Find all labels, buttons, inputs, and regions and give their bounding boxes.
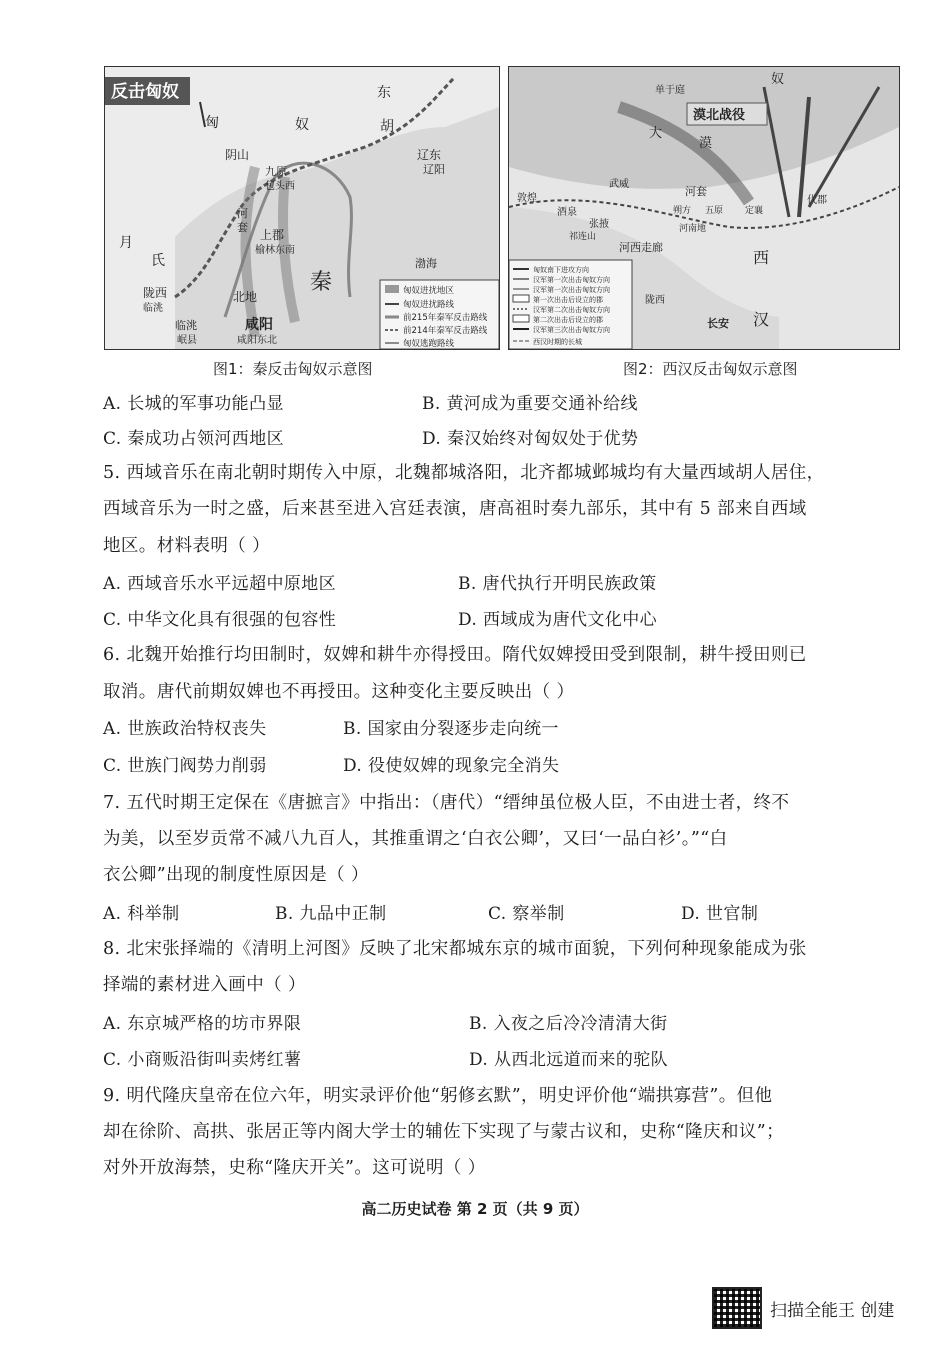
q9-line-2: 却在徐阶、高拱、张居正等内阁大学士的辅佐下实现了与蒙古议和，史称“隆庆和议”； bbox=[103, 1122, 784, 1142]
map2-label-hexi: 河西走廊 bbox=[619, 241, 663, 254]
scanner-watermark bbox=[712, 1287, 894, 1329]
q8-line-1: 8. 北宋张择端的《清明上河图》反映了北宋都城东京的城市面貌，下列何种现象能成为张 bbox=[103, 939, 807, 959]
map1-label-beidi: 北地 bbox=[233, 290, 258, 304]
map1-label-jiuyuan: 九原 bbox=[265, 165, 287, 178]
q4-option-c: C. 秦成功占领河西地区 bbox=[103, 429, 285, 449]
map1-label-yinshan: 阴山 bbox=[225, 148, 250, 162]
q6-line-1: 6. 北魏开始推行均田制时，奴婢和耕牛亦得授田。隋代奴婢授田受到限制，耕牛授田则已 bbox=[103, 645, 807, 665]
map2-label-han: 汉 bbox=[753, 310, 770, 329]
map2-label-wuyuan: 五原 bbox=[705, 206, 724, 216]
q5-option-a: A. 西域音乐水平远超中原地区 bbox=[103, 574, 337, 594]
q5-option-b: B. 唐代执行开明民族政策 bbox=[458, 574, 657, 594]
map2-legend-7: 汉军第三次出击匈奴方向 bbox=[533, 326, 610, 334]
scanner-text: 扫描全能王 创建 bbox=[770, 1300, 895, 1321]
map1-label-liaoyang: 辽阳 bbox=[423, 163, 445, 176]
map2-label-shuofang: 朔方 bbox=[673, 206, 692, 216]
map1-legend-5: 匈奴逃跑路线 bbox=[403, 339, 455, 349]
q7-line-2: 为美，以至岁贡常不减八九百人，其推重谓之‘白衣公卿’，又曰‘一品白衫’。”“白 bbox=[103, 829, 728, 849]
q6-option-d: D. 役使奴婢的现象完全消失 bbox=[343, 756, 560, 776]
q4-option-a: A. 长城的军事功能凸显 bbox=[103, 394, 284, 414]
map-han-vs-xiongnu bbox=[508, 66, 900, 350]
map1-label-xianyang: 咸阳 bbox=[245, 317, 273, 333]
map2-label-da: 大 bbox=[649, 126, 663, 141]
map1-label-baotou: 包头西 bbox=[265, 181, 295, 192]
map-qin-vs-xiongnu bbox=[104, 66, 500, 350]
q8-option-d: D. 从西北远道而来的驼队 bbox=[469, 1050, 669, 1070]
q8-line-2: 择端的素材进入画中（ ） bbox=[103, 975, 306, 995]
map2-legend-6: 第二次出击后设立的郡 bbox=[533, 316, 603, 324]
q6-line-2: 取消。唐代前期奴婢也不再授田。这种变化主要反映出（ ） bbox=[103, 682, 575, 702]
map2-legend-4: 第一次出击后设立的郡 bbox=[533, 296, 603, 304]
map1-legend-3: 前215年秦军反击路线 bbox=[403, 313, 488, 323]
map1-label-hu: 胡 bbox=[380, 119, 394, 135]
map2-legend-2: 汉军第一次出击匈奴方向 bbox=[533, 276, 610, 284]
map1-label-bohai: 渤海 bbox=[415, 257, 437, 270]
map2-label-shanyuting: 单于庭 bbox=[655, 85, 685, 96]
map1-label-he: 河 bbox=[237, 207, 248, 220]
map1-title: 反击匈奴 bbox=[111, 82, 179, 102]
q5-line-1: 5. 西域音乐在南北朝时期传入中原，北魏都城洛阳，北齐都城邺城均有大量西域胡人居住， bbox=[103, 463, 825, 483]
page-footer: 高二历史试卷 第 2 页（共 9 页） bbox=[361, 1200, 589, 1218]
map1-svg bbox=[105, 67, 499, 349]
map1-label-shangjun: 上郡 bbox=[260, 228, 285, 242]
map1-label-lintao: 临洮 bbox=[143, 303, 163, 314]
map2-legend-8: 西汉时期的长城 bbox=[533, 338, 582, 346]
map1-label-xianyang2: 咸阳东北 bbox=[237, 335, 277, 346]
map1-label-qin: 秦 bbox=[310, 270, 333, 295]
map2-legend-5: 汉军第二次出击匈奴方向 bbox=[533, 306, 610, 314]
map2-label-changan: 长安 bbox=[707, 317, 729, 330]
q5-line-3: 地区。材料表明（ ） bbox=[103, 536, 271, 556]
q7-option-b: B. 九品中正制 bbox=[275, 904, 387, 924]
qr-code-icon bbox=[712, 1287, 762, 1329]
map1-label-shi: 氏 bbox=[151, 253, 165, 269]
figure1-caption: 图1：秦反击匈奴示意图 bbox=[213, 360, 373, 378]
figure2-caption: 图2：西汉反击匈奴示意图 bbox=[623, 360, 798, 378]
q5-line-2: 西域音乐为一时之盛，后来甚至进入宫廷表演，唐高祖时奏九部乐，其中有 5 部来自西域 bbox=[103, 499, 807, 519]
map2-legend-1: 匈奴南下进攻方向 bbox=[533, 266, 589, 274]
q5-option-d: D. 西域成为唐代文化中心 bbox=[458, 610, 658, 630]
q6-option-c: C. 世族门阀势力削弱 bbox=[103, 756, 267, 776]
map2-legend-3: 汉军第一次出击匈奴方向 bbox=[533, 286, 610, 294]
map1-label-tao: 套 bbox=[237, 221, 248, 234]
map2-label-henan: 河南地 bbox=[679, 224, 707, 234]
map2-label-zhangye: 张掖 bbox=[589, 219, 609, 230]
q9-line-1: 9. 明代隆庆皇帝在位六年，明实录评价他“躬修玄默”，明史评价他“端拱寡营”。但他 bbox=[103, 1086, 773, 1106]
q5-option-c: C. 中华文化具有很强的包容性 bbox=[103, 610, 337, 630]
q8-option-c: C. 小商贩沿街叫卖烤红薯 bbox=[103, 1050, 302, 1070]
map2-label-daijun: 代郡 bbox=[807, 195, 827, 206]
map2-label-xi: 西 bbox=[753, 248, 770, 267]
map1-label-dong: 东 bbox=[377, 85, 391, 101]
q7-option-a: A. 科举制 bbox=[103, 904, 180, 924]
map2-label-hetao: 河套 bbox=[685, 185, 707, 198]
map2-label-nu: 奴 bbox=[771, 72, 785, 87]
q8-option-b: B. 入夜之后冷冷清清大街 bbox=[469, 1014, 668, 1034]
map2-label-jiuquan: 酒泉 bbox=[557, 207, 577, 218]
q7-option-d: D. 世官制 bbox=[681, 904, 759, 924]
map1-label-xiongnu2: 奴 bbox=[295, 117, 309, 133]
q4-option-d: D. 秦汉始终对匈奴处于优势 bbox=[422, 429, 639, 449]
map2-label-wuwei: 武威 bbox=[609, 179, 629, 190]
q6-option-a: A. 世族政治特权丧失 bbox=[103, 719, 267, 739]
map2-label-dunhuang: 敦煌 bbox=[517, 193, 537, 204]
q9-line-3: 对外开放海禁，史称“隆庆开关”。这可说明（ ） bbox=[103, 1158, 486, 1178]
q6-option-b: B. 国家由分裂逐步走向统一 bbox=[343, 719, 559, 739]
q4-option-b: B. 黄河成为重要交通补给线 bbox=[422, 394, 638, 414]
q7-line-3: 衣公卿”出现的制度性原因是（ ） bbox=[103, 865, 369, 885]
map1-legend-1: 匈奴进扰地区 bbox=[403, 286, 455, 296]
map1-label-longxi: 陇西 bbox=[143, 286, 168, 300]
map2-title: 漠北战役 bbox=[693, 108, 746, 123]
map1-label-lintao2: 临洮 bbox=[175, 319, 197, 332]
map2-label-longxi: 陇西 bbox=[645, 295, 665, 306]
map2-label-mo: 漠 bbox=[699, 136, 713, 151]
map2-svg bbox=[509, 67, 899, 349]
map1-label-xiongnu1: 匈 bbox=[205, 115, 219, 131]
map1-legend-4: 前214年秦军反击路线 bbox=[403, 326, 488, 336]
q8-option-a: A. 东京城严格的坊市界限 bbox=[103, 1014, 302, 1034]
map2-label-qilian: 祁连山 bbox=[569, 232, 597, 242]
map2-label-dingxiang: 定襄 bbox=[745, 206, 764, 216]
map1-label-liaodong: 辽东 bbox=[417, 148, 442, 162]
q7-line-1: 7. 五代时期王定保在《唐摭言》中指出：（唐代）“缙绅虽位极人臣，不由进士者，终不 bbox=[103, 793, 790, 813]
map1-legend-2: 匈奴进扰路线 bbox=[403, 300, 455, 310]
map1-label-yulin: 榆林东南 bbox=[255, 245, 295, 256]
map1-label-minxian: 岷县 bbox=[177, 335, 197, 346]
map1-label-yue: 月 bbox=[119, 235, 133, 251]
q7-option-c: C. 察举制 bbox=[488, 904, 565, 924]
